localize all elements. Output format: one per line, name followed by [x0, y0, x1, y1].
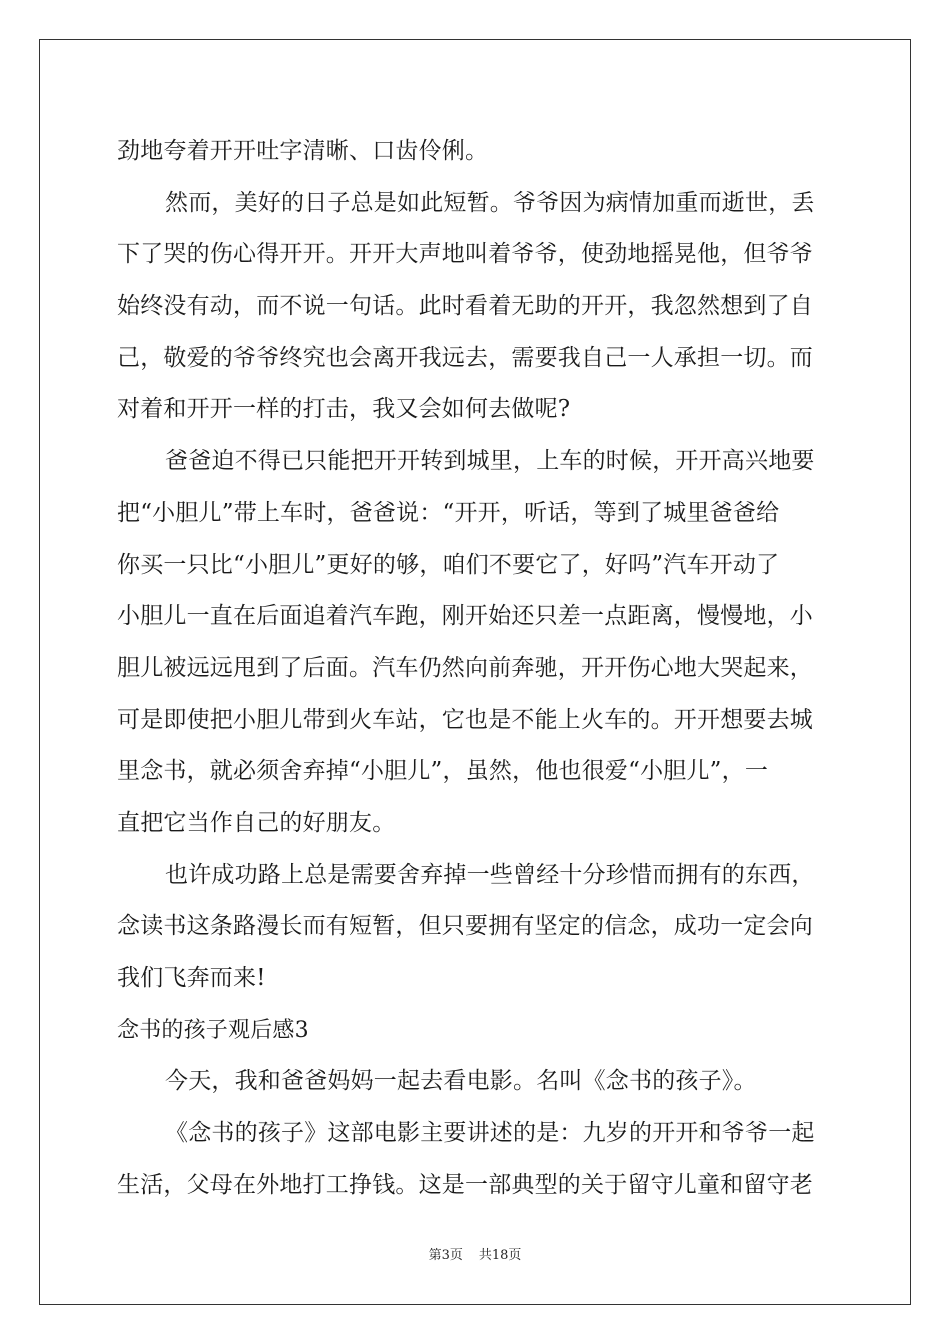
- text-line: 你买一只比“小胆儿”更好的够，咱们不要它了，好吗”汽车开动了: [117, 551, 780, 578]
- text-line: 可是即使把小胆儿带到火车站，它也是不能上火车的。开开想要去城: [117, 706, 813, 733]
- text-line: 里念书，就必须舍弃掉“小胆儿”，虽然，他也很爱“小胆儿”，一: [117, 758, 769, 785]
- text-line: 我们飞奔而来!: [117, 965, 266, 991]
- text-line: 爸爸迫不得已只能把开开转到城里，上车的时候，开开高兴地要: [165, 448, 815, 475]
- text-line: 《念书的孩子》这部电影主要讲述的是：九岁的开开和爷爷一起: [165, 1120, 815, 1147]
- text-line: 直把它当作自己的好朋友。: [117, 809, 396, 836]
- text-line: 对着和开开一样的打击，我又会如何去做呢?: [117, 396, 571, 423]
- text-line: 念读书这条路漫长而有短暂，但只要拥有坚定的信念，成功一定会向: [117, 913, 813, 940]
- text-line: 己，敬爱的爷爷终究也会离开我远去，需要我自己一人承担一切。而: [117, 344, 813, 371]
- text-line: 今天，我和爸爸妈妈一起去看电影。名叫《念书的孩子》。: [165, 1068, 757, 1095]
- text-line: 也许成功路上总是需要舍弃掉一些曾经十分珍惜而拥有的东西，: [165, 861, 815, 888]
- page-footer: [0, 1244, 950, 1263]
- text-line: 劲地夸着开开吐字清晰、口齿伶俐。: [117, 138, 489, 164]
- page-total: 共18页: [478, 1248, 522, 1263]
- document-body: [117, 126, 833, 1211]
- text-line: 下了哭的伤心得开开。开开大声地叫着爷爷，使劲地摇晃他，但爷爷: [117, 241, 813, 268]
- text-line: 然而，美好的日子总是如此短暂。爷爷因为病情加重而逝世，丢: [165, 189, 815, 216]
- text-line: 胆儿被远远甩到了后面。汽车仍然向前奔驰，开开伤心地大哭起来，: [117, 654, 813, 681]
- text-line: 始终没有动，而不说一句话。此时看着无助的开开，我忽然想到了自: [117, 293, 813, 320]
- text-line: 把“小胆儿”带上车时，爸爸说：“开开，听话，等到了城里爸爸给: [117, 499, 780, 526]
- page-number: 第3页: [428, 1248, 463, 1263]
- text-line: 小胆儿一直在后面追着汽车跑，刚开始还只差一点距离，慢慢地，小: [117, 603, 813, 630]
- section-heading: 念书的孩子观后感3: [117, 1017, 309, 1043]
- text-line: 生活，父母在外地打工挣钱。这是一部典型的关于留守儿童和留守老: [117, 1171, 813, 1198]
